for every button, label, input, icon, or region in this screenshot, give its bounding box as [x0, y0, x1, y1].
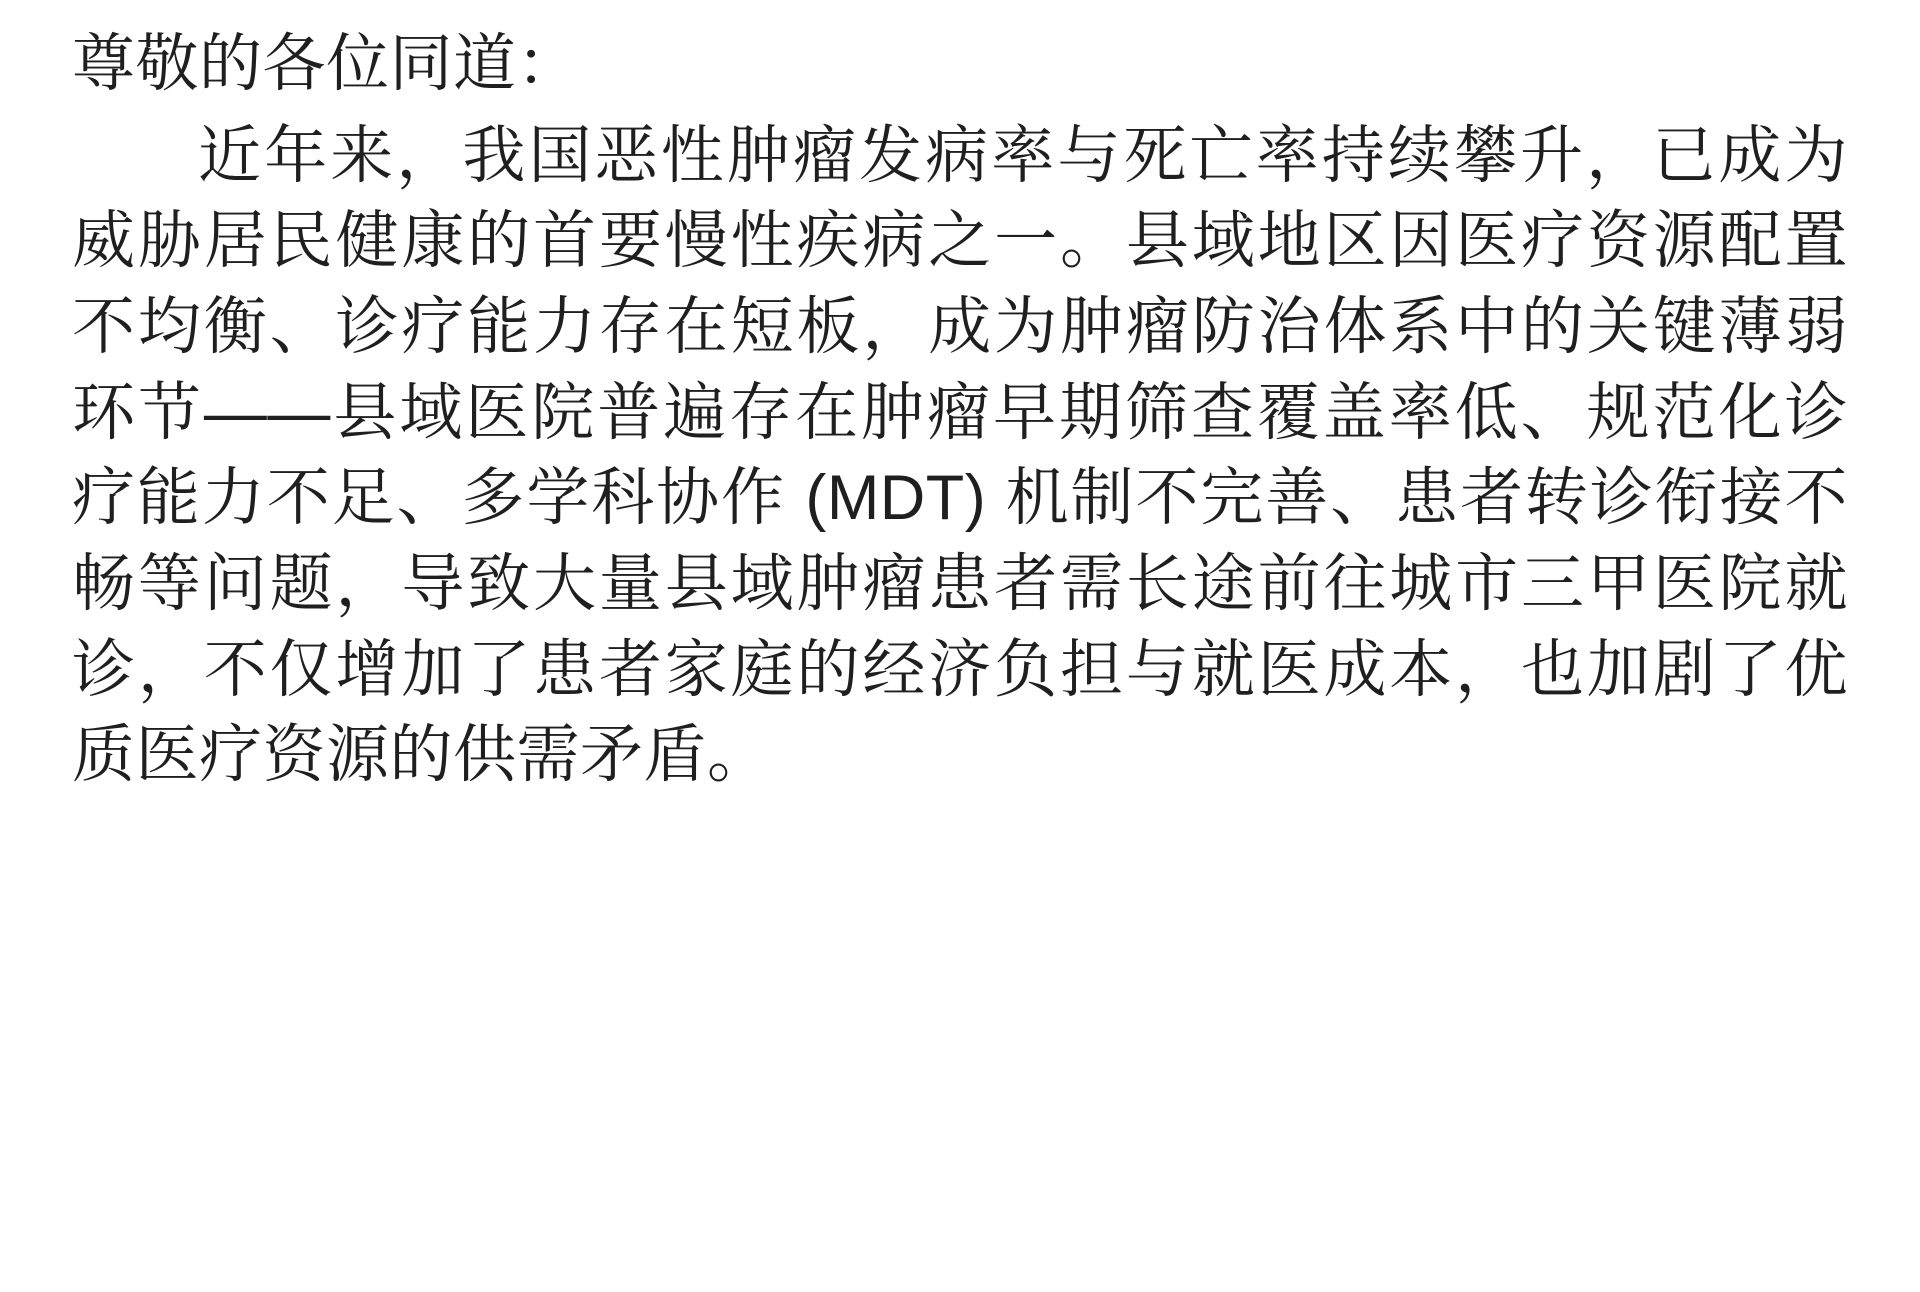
- document-body: [72, 22, 1848, 799]
- salutation-line: 尊敬的各位同道：: [72, 29, 580, 99]
- body-paragraph-1: 近年来，我国恶性肿瘤发病率与死亡率持续攀升，已成为威胁居民健康的首要慢性疾病之一。县域地区因医疗资源配置不均衡、诊疗能力存在短板，成为肿瘤防治体系中的关键薄弱环节——县域医院普遍存在肿瘤早期筛查覆盖率低、规范化诊疗能力不足、多学科协作 (MDT) 机制不完善、患者转诊衔接不畅等问题，导致大量县域肿瘤患者需长途前往城市三甲医院就诊，不仅增加了患者家庭的经济负担与就医成本，也加剧了优质医疗资源的供需矛盾。: [72, 120, 1848, 791]
